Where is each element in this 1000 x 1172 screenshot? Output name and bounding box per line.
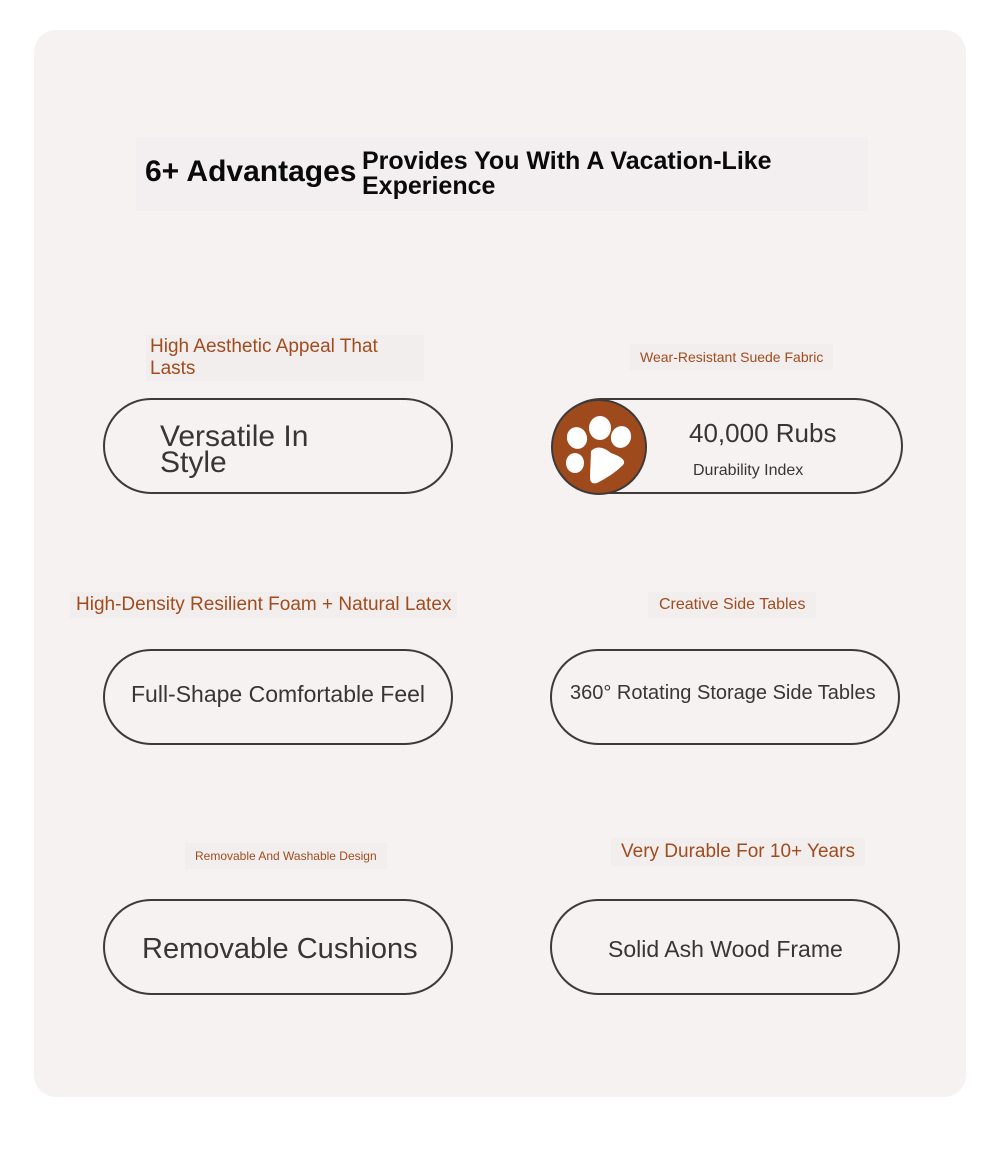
durability-value: 40,000 Rubs [689, 418, 837, 448]
feature-title-frame: Solid Ash Wood Frame [608, 936, 843, 962]
feature-label-fabric: Wear-Resistant Suede Fabric [630, 344, 833, 370]
feature-title-comfort: Full-Shape Comfortable Feel [131, 681, 426, 707]
paw-icon [551, 399, 647, 495]
feature-title-storage: 360° Rotating Storage Side Tables [570, 682, 876, 704]
feature-label-side-tables: Creative Side Tables [648, 592, 816, 618]
durability-caption: Durability Index [693, 462, 804, 479]
heading-title: Provides You With A Vacation-Like Experience [362, 147, 772, 200]
feature-label-washable: Removable And Washable Design [185, 843, 387, 869]
feature-title-cushions: Removable Cushions [142, 933, 418, 965]
feature-label-aesthetic: High Aesthetic Appeal That Lasts [146, 335, 424, 381]
heading-number: 6+ Advantages [145, 155, 357, 188]
feature-label-durable: Very Durable For 10+ Years [611, 838, 865, 866]
feature-label-foam: High-Density Resilient Foam + Natural Latex [70, 592, 457, 618]
feature-title-style: Versatile In Style [160, 420, 309, 479]
